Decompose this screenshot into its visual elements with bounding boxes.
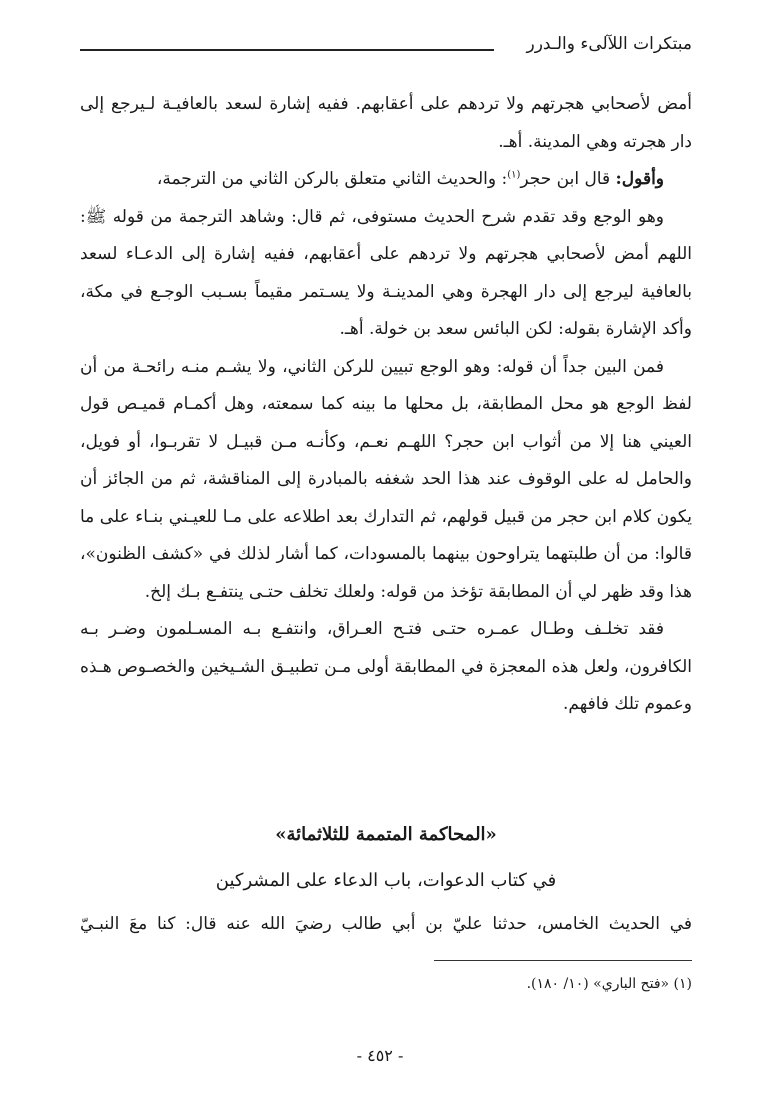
- header-rule: [80, 49, 494, 51]
- paragraph-5: فقد تخلـف وطـال عمـره حتـى فتـح العـراق، وانتفـع بـه المسـلمون وضـر بـه الكافرون، ولعل هذه المعجزة في المطابقة أولى مـن تطبيـق الشـيخين والخصـوص هـذه وعموم تلك فافهم.: [80, 619, 692, 714]
- paragraph-4: فمن البين جداً أن قوله: وهو الوجع تبيين للركن الثاني، ولا يشـم منـه رائحـة من أن لفظ الوجع هو محل المطابقة، بل محلها ما بينه كما سمعته، وهل أكمـام قميـص قول العيني هنا إلا من أثواب ابن حجر؟ اللهـم نعـم، وكأنـه مـن قبيـل لا تقربـوا، أو فويل، والحامل له على الوقوف عند هذا الحد شغفه بالمبادرة إلى المناقشة، ثم من الجائز أن يكون كلام ابن حجر من قبيل قولهم، ثم التدارك بعد اطلاعه على مـا للعيـني بنـاء على ما قالوا: من أن طلبتهما يتراوحون بينهما بالمسودات، كما أشار لذلك في «كشف الظنون»، هذا وقد ظهر لي أن المطابقة تؤخذ من قوله: ولعلك تخلف حتـى ينتفـع بـك إلخ.: [80, 356, 692, 602]
- section-first-line: في الحديث الخامس، حدثنا عليّ بن أبي طالب رضيَ الله عنه قال: كنا معَ النبـيّ: [80, 914, 692, 934]
- running-title: مبتكرات اللآلىء والـدرر: [526, 34, 692, 54]
- footnote: (١) «فتح الباري» (١٠/ ١٨٠).: [526, 976, 692, 992]
- body-text: [80, 86, 692, 724]
- paragraph-3: وهو الوجع وقد تقدم شرح الحديث مستوفى، ثم قال: وشاهد الترجمة من قوله ﷺ: اللهم أمض لأصحابي هجرتهم ولا تردهم على أعقابهم، ففيه إشارة إلى الدعـاء لسعد بالعافية ليرجع إلى دار الهجرة وهي المدينـة ولا يسـتمر مقيماً بسـبب الوجـع في مكة، وأكد الإشارة بقوله: لكن البائس سعد بن خولة. أهـ.: [80, 206, 692, 339]
- page-number: - ٤٥٢ -: [356, 1046, 404, 1065]
- paragraph-2: [80, 161, 692, 199]
- paragraph-2-lead: وأقول:: [615, 169, 664, 189]
- running-header: [80, 30, 692, 60]
- paragraph-2-text-b: : والحديث الثاني متعلق بالركن الثاني من الترجمة،: [156, 169, 508, 189]
- footnote-reference[interactable]: (١): [507, 169, 521, 181]
- paragraph-2-text-a: قال ابن حجر: [520, 169, 616, 189]
- footnote-rule: [434, 960, 692, 961]
- section-title: «المحاكمة المتممة للثلاثمائة»: [275, 824, 497, 845]
- section-subtitle: في كتاب الدعوات، باب الدعاء على المشركين: [215, 870, 557, 891]
- paragraph-1: أمض لأصحابي هجرتهم ولا تردهم على أعقابهم. ففيه إشارة لسعد بالعافيـة لـيرجع إلى دار هجرته وهي المدينة. أهـ.: [80, 94, 692, 152]
